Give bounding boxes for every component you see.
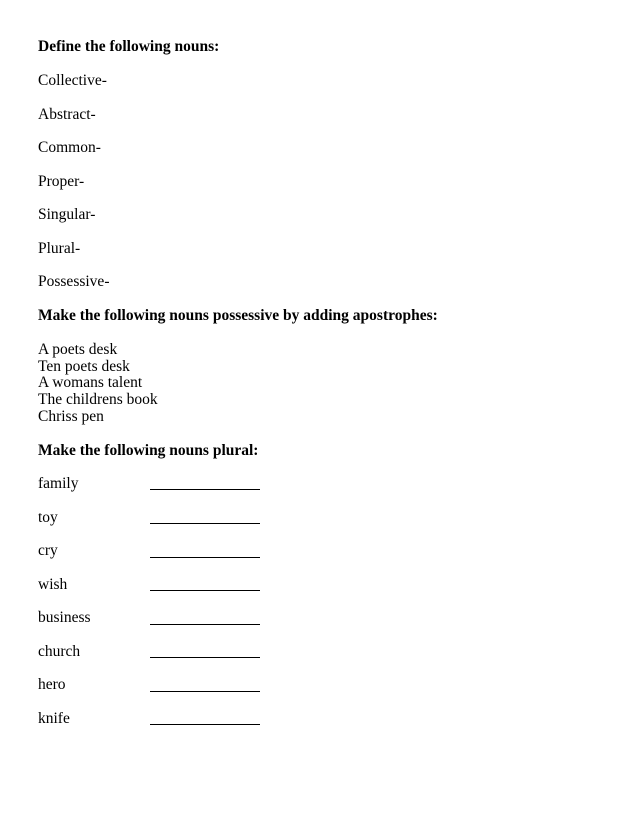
answer-blank[interactable] (150, 657, 260, 658)
answer-blank[interactable] (150, 557, 260, 558)
plural-word-business: business (38, 609, 91, 626)
answer-blank[interactable] (150, 590, 260, 591)
plural-word-toy: toy (38, 509, 58, 526)
term-collective: Collective- (38, 72, 107, 89)
term-common: Common- (38, 139, 101, 156)
answer-blank[interactable] (150, 691, 260, 692)
plural-word-family: family (38, 475, 79, 492)
plural-word-church: church (38, 643, 81, 660)
phrase-item: The childrens book (38, 391, 158, 408)
answer-blank[interactable] (150, 523, 260, 524)
phrase-item: A womans talent (38, 374, 143, 391)
phrase-item: Chriss pen (38, 408, 104, 425)
phrase-item: Ten poets desk (38, 358, 130, 375)
plural-word-wish: wish (38, 576, 68, 593)
term-plural: Plural- (38, 240, 81, 257)
possessive-heading: Make the following nouns possessive by adding apostrophes: (38, 307, 438, 324)
answer-blank[interactable] (150, 724, 260, 725)
answer-blank[interactable] (150, 489, 260, 490)
answer-blank[interactable] (150, 624, 260, 625)
plural-heading: Make the following nouns plural: (38, 442, 259, 459)
phrase-item: A poets desk (38, 341, 118, 358)
plural-word-knife: knife (38, 710, 70, 727)
term-abstract: Abstract- (38, 106, 96, 123)
term-possessive: Possessive- (38, 273, 110, 290)
term-proper: Proper- (38, 173, 85, 190)
define-nouns-heading: Define the following nouns: (38, 38, 220, 55)
plural-word-hero: hero (38, 676, 66, 693)
plural-word-cry: cry (38, 542, 58, 559)
term-singular: Singular- (38, 206, 96, 223)
